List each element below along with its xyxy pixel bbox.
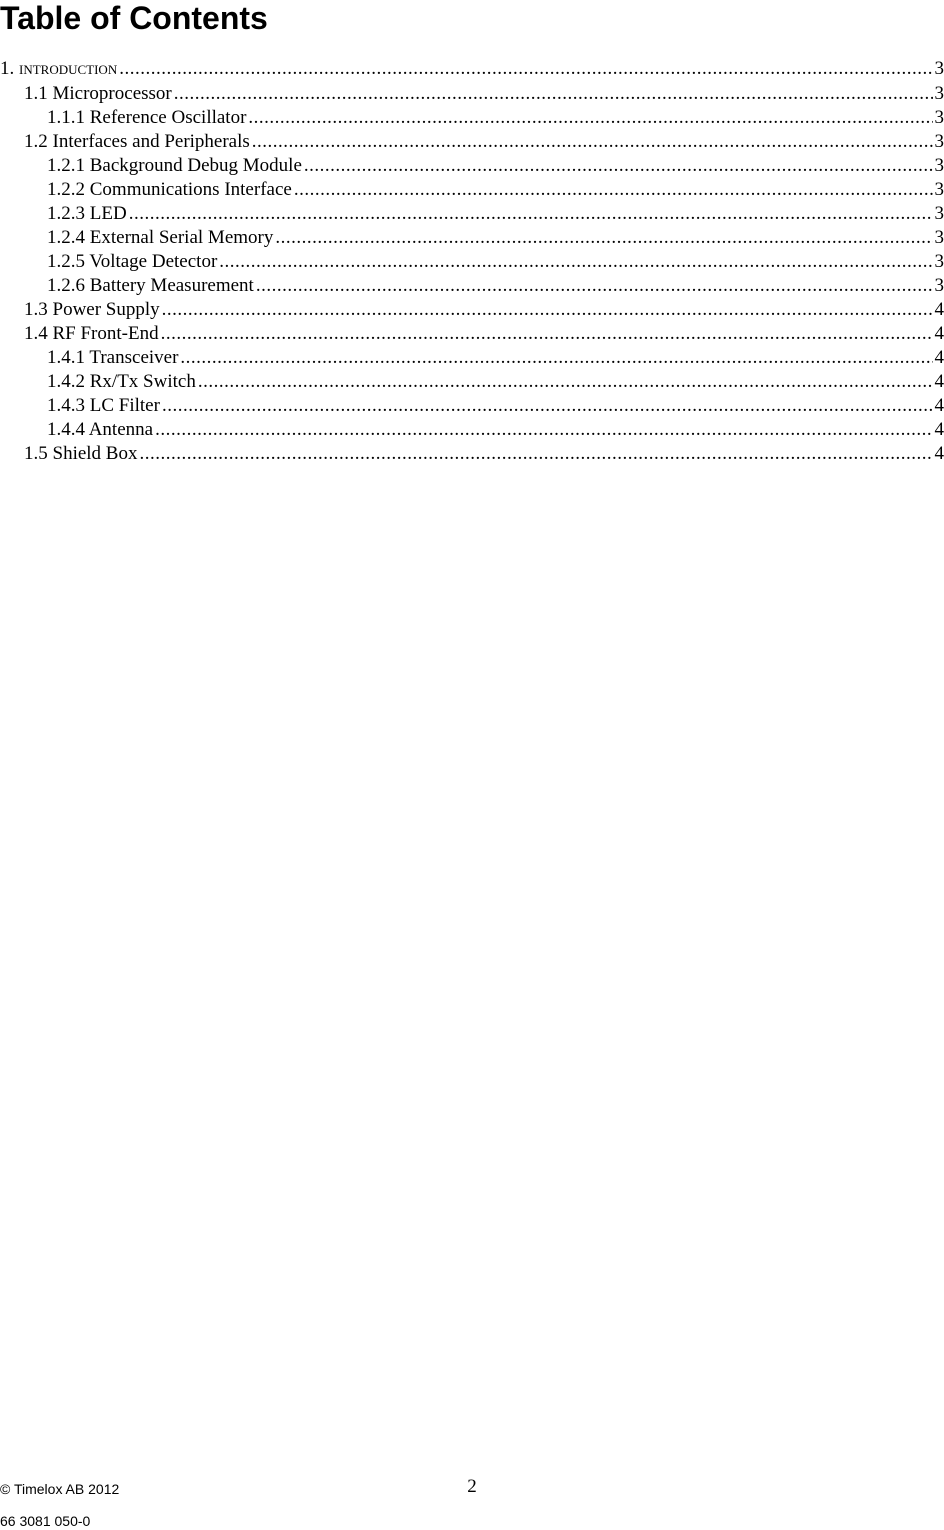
toc-dot-leader — [162, 394, 933, 418]
toc-entry-number: 1.4.3 — [47, 395, 85, 416]
toc-dot-leader — [129, 202, 933, 226]
toc-entry-page: 3 — [934, 203, 944, 224]
toc-dot-leader — [161, 322, 933, 346]
toc-entry-page: 4 — [934, 299, 944, 320]
toc-entry[interactable] — [0, 370, 944, 394]
toc-entry-title: Battery Measurement — [89, 275, 254, 296]
toc-entry-number: 1.2 — [24, 131, 48, 152]
toc-entry-label — [24, 82, 172, 106]
toc-entry-title: Antenna — [88, 419, 154, 440]
toc-dot-leader — [180, 346, 932, 370]
toc-entry-number: 1.4 — [24, 323, 48, 344]
toc-entry[interactable] — [0, 346, 944, 370]
toc-entry[interactable] — [0, 130, 944, 154]
toc-entry-title: Interfaces and Peripherals — [52, 131, 250, 152]
toc-entry-page: 3 — [934, 107, 944, 128]
toc-entry-title: External Serial Memory — [89, 227, 274, 248]
toc-entry-label — [47, 106, 246, 130]
toc-entry-label — [47, 418, 153, 442]
table-of-contents — [0, 56, 944, 466]
toc-dot-leader — [139, 442, 932, 466]
toc-entry-title: Communications Interface — [89, 179, 292, 200]
toc-entry-title: Background Debug Module — [89, 155, 302, 176]
toc-entry[interactable] — [0, 202, 944, 226]
toc-entry-number: 1.2.2 — [47, 179, 85, 200]
toc-dot-leader — [119, 56, 932, 82]
toc-entry-number: 1.1.1 — [47, 107, 85, 128]
toc-entry-number: 1.2.3 — [47, 203, 85, 224]
toc-entry-label — [47, 274, 254, 298]
toc-entry-title: Power Supply — [52, 299, 160, 320]
toc-entry-number: 1.2.4 — [47, 227, 85, 248]
toc-entry-number: 1.2.5 — [47, 251, 85, 272]
toc-entry-page: 3 — [934, 131, 944, 152]
toc-entry[interactable] — [0, 226, 944, 250]
page-number: 2 — [467, 1476, 477, 1497]
toc-entry-number: 1.4.2 — [47, 371, 85, 392]
toc-entry-label — [47, 226, 273, 250]
toc-entry-title: Shield Box — [52, 443, 138, 464]
toc-entry[interactable] — [0, 322, 944, 346]
toc-entry-label — [24, 322, 159, 346]
toc-entry-page: 4 — [934, 443, 944, 464]
toc-dot-leader — [162, 298, 933, 322]
toc-entry-title: Transceiver — [89, 347, 179, 368]
toc-entry-page: 3 — [934, 275, 944, 296]
toc-entry-label — [47, 178, 292, 202]
toc-entry-label — [24, 442, 137, 466]
toc-entry[interactable] — [0, 442, 944, 466]
toc-entry[interactable] — [0, 178, 944, 202]
toc-dot-leader — [252, 130, 933, 154]
toc-entry-label — [47, 202, 127, 226]
toc-entry[interactable] — [0, 418, 944, 442]
toc-entry[interactable] — [0, 298, 944, 322]
toc-entry-label — [0, 56, 117, 82]
toc-entry-page: 3 — [934, 83, 944, 104]
toc-dot-leader — [198, 370, 933, 394]
toc-entry-page: 3 — [934, 155, 944, 176]
toc-dot-leader — [304, 154, 933, 178]
toc-entry-title: Microprocessor — [52, 83, 172, 104]
toc-entry[interactable] — [0, 106, 944, 130]
toc-entry-title: LC Filter — [89, 395, 160, 416]
toc-entry[interactable] — [0, 82, 944, 106]
toc-dot-leader — [174, 82, 933, 106]
toc-entry[interactable] — [0, 250, 944, 274]
toc-entry-label — [47, 250, 217, 274]
toc-entry-title: Voltage Detector — [89, 251, 218, 272]
toc-entry-title: Rx/Tx Switch — [89, 371, 196, 392]
toc-entry-page: 3 — [934, 179, 944, 200]
toc-entry-title: RF Front-End — [52, 323, 159, 344]
toc-entry-label — [47, 154, 302, 178]
toc-entry-page: 4 — [934, 419, 944, 440]
footer-copyright: © Timelox AB 2012 — [0, 1481, 120, 1497]
page-title: Table of Contents — [0, 0, 268, 36]
toc-entry-page: 4 — [934, 347, 944, 368]
toc-entry-title: introduction — [19, 58, 118, 79]
toc-entry[interactable] — [0, 56, 944, 82]
toc-entry-page: 4 — [934, 371, 944, 392]
toc-entry-number: 1.5 — [24, 443, 48, 464]
toc-dot-leader — [155, 418, 932, 442]
toc-dot-leader — [275, 226, 932, 250]
toc-entry-label — [47, 370, 196, 394]
toc-entry-label — [24, 298, 160, 322]
toc-entry-title: Reference Oscillator — [89, 107, 247, 128]
toc-entry-number: 1.4.1 — [47, 347, 85, 368]
toc-entry[interactable] — [0, 154, 944, 178]
toc-entry-number: 1.2.6 — [47, 275, 85, 296]
toc-dot-leader — [219, 250, 932, 274]
toc-dot-leader — [256, 274, 933, 298]
toc-entry-page: 3 — [934, 251, 944, 272]
toc-entry-page: 4 — [934, 323, 944, 344]
toc-dot-leader — [248, 106, 932, 130]
toc-entry-number: 1.4.4 — [47, 419, 85, 440]
toc-dot-leader — [294, 178, 933, 202]
toc-entry-number: 1.2.1 — [47, 155, 85, 176]
toc-entry-number: 1. — [0, 58, 15, 79]
toc-entry-number: 1.3 — [24, 299, 48, 320]
toc-entry[interactable] — [0, 394, 944, 418]
toc-entry-number: 1.1 — [24, 83, 48, 104]
toc-entry-page: 3 — [934, 58, 944, 79]
toc-entry-label — [24, 130, 250, 154]
toc-entry-label — [47, 394, 160, 418]
toc-entry-page: 3 — [934, 227, 944, 248]
toc-entry[interactable] — [0, 274, 944, 298]
footer-document-id: 66 3081 050-0 — [0, 1513, 91, 1529]
toc-entry-label — [47, 346, 178, 370]
toc-entry-title: LED — [89, 203, 127, 224]
toc-entry-page: 4 — [934, 395, 944, 416]
